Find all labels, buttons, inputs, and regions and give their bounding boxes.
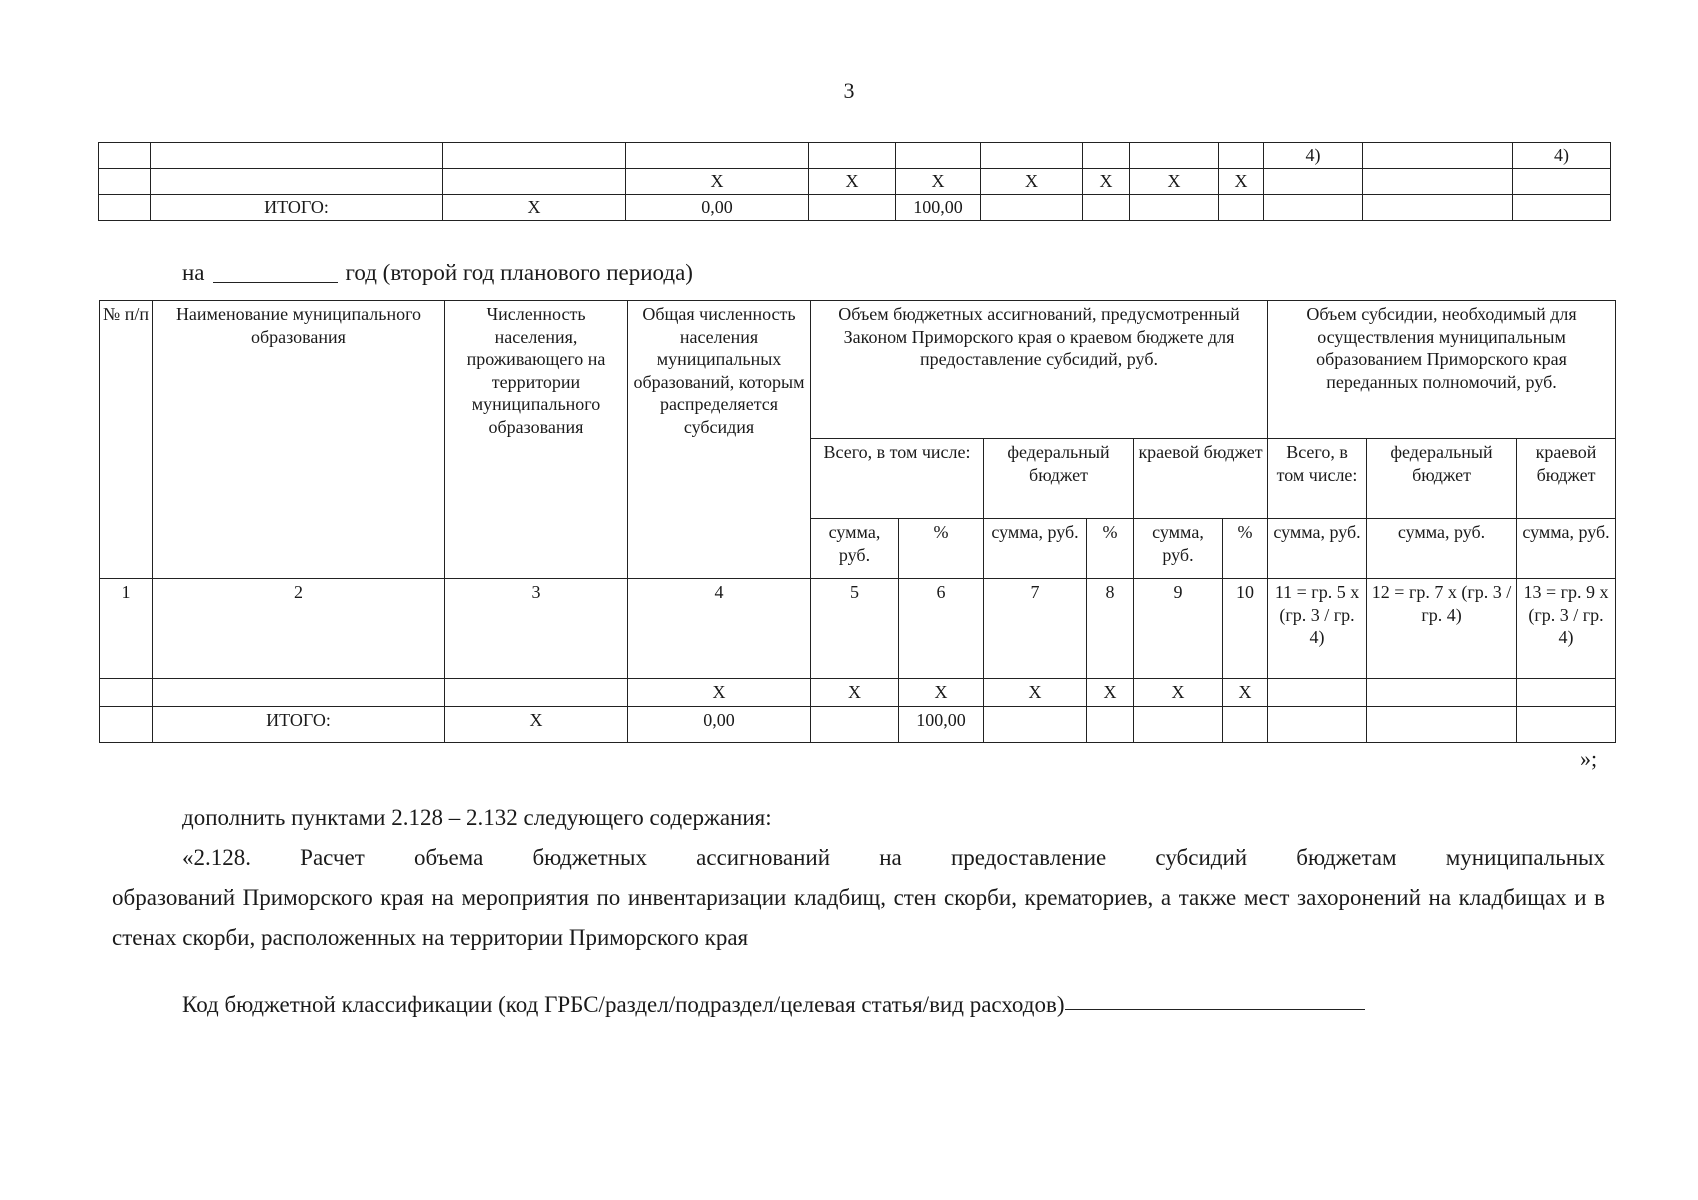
table-cell: [1083, 195, 1130, 221]
column-number: 7: [984, 579, 1087, 679]
header-federal: федеральный бюджет: [984, 439, 1134, 519]
header-sum: сумма, руб.: [1134, 519, 1223, 579]
column-number: 4: [628, 579, 811, 679]
column-number: 6: [899, 579, 984, 679]
table-cell: [896, 143, 981, 169]
amendment-line: дополнить пунктами 2.128 – 2.132 следующего содержания:: [182, 805, 772, 830]
table-cell: [981, 143, 1083, 169]
table-cell: [811, 706, 899, 742]
paragraph-2-128: [112, 838, 1605, 958]
paragraph-continuation: образований Приморского края на мероприятия по инвентаризации кладбищ, стен скорби, крематориев, а также мест захоронений на кладбищах и в стенах скорби, расположенных на территории Приморского края: [112, 885, 1605, 950]
table-cell: [1083, 143, 1130, 169]
table-cell: [1367, 679, 1517, 707]
table-cell: ИТОГО:: [151, 195, 443, 221]
table-cell: X: [626, 169, 809, 195]
table-cell: [1513, 195, 1611, 221]
header-number: № п/п: [100, 301, 153, 579]
table-cell: X: [984, 679, 1087, 707]
paragraph-first-line: «2.128. Расчет объема бюджетных ассигнований на предоставление субсидий бюджетам муниципальных: [182, 845, 1605, 870]
table-cell: X: [896, 169, 981, 195]
header-sum: сумма, руб.: [1517, 519, 1616, 579]
table-cell: [1517, 679, 1616, 707]
table-cell: 0,00: [626, 195, 809, 221]
table-cell: [100, 679, 153, 707]
page-number: 3: [843, 78, 855, 103]
table-cell: [443, 143, 626, 169]
header-b-total: Всего, в том числе:: [1268, 439, 1367, 519]
table-cell: X: [1087, 679, 1134, 707]
column-number: 2: [153, 579, 445, 679]
year-blank-line: [213, 282, 338, 283]
table-cell: [984, 706, 1087, 742]
table-cell: X: [443, 195, 626, 221]
header-sum: сумма, руб.: [1367, 519, 1517, 579]
table-cell: [1223, 706, 1268, 742]
table-cell: X: [1083, 169, 1130, 195]
table-cell: [1130, 143, 1219, 169]
x-marker-row: [100, 679, 1616, 707]
table-cell: [1517, 706, 1616, 742]
table-cell: 100,00: [896, 195, 981, 221]
table-cell: [151, 143, 443, 169]
header-group-appropriations: Объем бюджетных ассигнований, предусмотренный Законом Приморского края о краевом бюджете для предоставление субсидий, руб.: [811, 301, 1268, 439]
header-population: Численность населения, проживающего на территории муниципального образования: [445, 301, 628, 579]
table-cell: X: [1219, 169, 1264, 195]
table-cell: [1264, 195, 1363, 221]
table-cell: [445, 679, 628, 707]
table-cell: X: [1134, 679, 1223, 707]
header-total-population: Общая численность населения муниципальных образований, которым распределяется субсидия: [628, 301, 811, 579]
table-cell: X: [811, 679, 899, 707]
table-cell: X: [1130, 169, 1219, 195]
header-municipality: Наименование муниципального образования: [153, 301, 445, 579]
header-group-subsidy: Объем субсидии, необходимый для осуществления муниципальным образованием Приморского края переданных полномочий, руб.: [1268, 301, 1616, 439]
column-number: 9: [1134, 579, 1223, 679]
budget-code-line: [182, 985, 1365, 1025]
column-number: 1: [100, 579, 153, 679]
header-regional: краевой бюджет: [1134, 439, 1268, 519]
column-number: 5: [811, 579, 899, 679]
header-b-federal: федеральный бюджет: [1367, 439, 1517, 519]
table-cell: [1268, 679, 1367, 707]
table-cell: [1363, 169, 1513, 195]
subtitle-suffix: год (второй год планового периода): [345, 260, 693, 285]
table-cell: X: [899, 679, 984, 707]
table-cell: [153, 679, 445, 707]
table-cell: [981, 195, 1083, 221]
table-cell: [99, 169, 151, 195]
continuation-total-row: [99, 195, 1611, 221]
column-formula: 13 = гр. 9 х (гр. 3 / гр. 4): [1517, 579, 1616, 679]
table-cell: [1513, 169, 1611, 195]
table-cell: X: [1223, 679, 1268, 707]
table-cell: X: [809, 169, 896, 195]
continuation-table: [98, 142, 1611, 221]
header-b-regional: краевой бюджет: [1517, 439, 1616, 519]
table-cell: [99, 143, 151, 169]
table-cell: 4): [1513, 143, 1611, 169]
column-number: 8: [1087, 579, 1134, 679]
table-cell: [99, 195, 151, 221]
table-cell: [1130, 195, 1219, 221]
table-cell: [809, 143, 896, 169]
table-cell: [443, 169, 626, 195]
table-cell: X: [445, 706, 628, 742]
continuation-row-ref: [99, 143, 1611, 169]
table-cell: [100, 706, 153, 742]
column-number: 3: [445, 579, 628, 679]
header-sum: сумма, руб.: [984, 519, 1087, 579]
subtitle-prefix: на: [182, 260, 205, 285]
header-row-1: [100, 301, 1616, 439]
column-number: 10: [1223, 579, 1268, 679]
column-number-row: [100, 579, 1616, 679]
column-formula: 12 = гр. 7 х (гр. 3 / гр. 4): [1367, 579, 1517, 679]
period-subtitle: [182, 260, 693, 286]
table-cell: [1363, 195, 1513, 221]
table-cell: [1219, 143, 1264, 169]
table-cell: 0,00: [628, 706, 811, 742]
table-cell: [1367, 706, 1517, 742]
table-cell: [809, 195, 896, 221]
budget-code-blank: [1065, 1009, 1365, 1010]
budget-code-label: Код бюджетной классификации (код ГРБС/раздел/подраздел/целевая статья/вид расходов): [182, 992, 1065, 1017]
table-cell: 100,00: [899, 706, 984, 742]
header-percent: %: [1087, 519, 1134, 579]
header-sum: сумма, руб.: [811, 519, 899, 579]
table-cell: [626, 143, 809, 169]
table-cell: [1264, 169, 1363, 195]
header-total: Всего, в том числе:: [811, 439, 984, 519]
table-cell: [151, 169, 443, 195]
table-cell: [1219, 195, 1264, 221]
column-formula: 11 = гр. 5 х (гр. 3 / гр. 4): [1268, 579, 1367, 679]
table-cell: X: [981, 169, 1083, 195]
closing-quote: »;: [1580, 746, 1598, 771]
table-cell: [1363, 143, 1513, 169]
continuation-row-x: [99, 169, 1611, 195]
table-cell: X: [628, 679, 811, 707]
header-percent: %: [1223, 519, 1268, 579]
total-row: [100, 706, 1616, 742]
table-cell: [1087, 706, 1134, 742]
table-cell: 4): [1264, 143, 1363, 169]
header-percent: %: [899, 519, 984, 579]
header-sum: сумма, руб.: [1268, 519, 1367, 579]
total-label: ИТОГО:: [153, 706, 445, 742]
table-cell: [1268, 706, 1367, 742]
distribution-table: [99, 300, 1616, 743]
table-cell: [1134, 706, 1223, 742]
